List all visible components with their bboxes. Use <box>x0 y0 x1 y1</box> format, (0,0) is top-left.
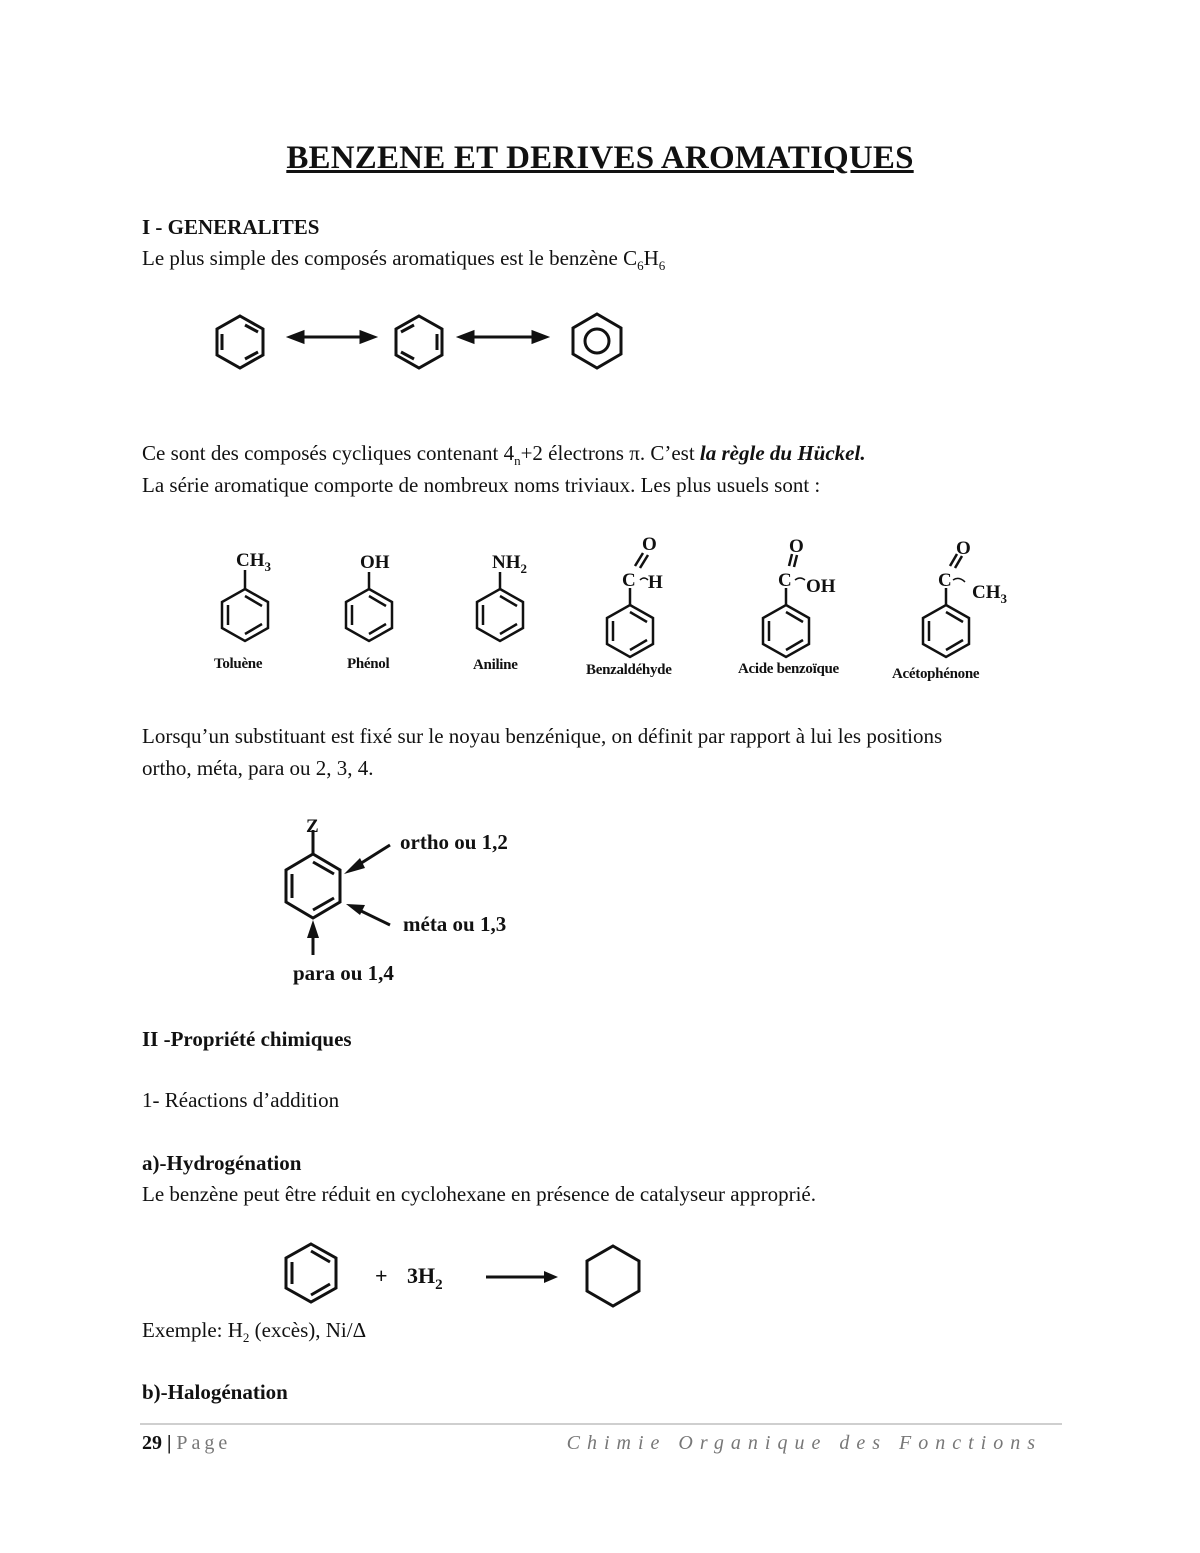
example-paragraph <box>142 1318 366 1346</box>
substitution-positions-diagram <box>0 810 1200 990</box>
plus-sign: + <box>375 1263 388 1288</box>
aromatic-compounds-diagram <box>0 530 1200 690</box>
huckel-subscript: n <box>514 453 521 469</box>
heading-hydrogenation: a)-Hydrogénation <box>142 1151 302 1175</box>
positions-paragraph-line2: ortho, méta, para ou 2, 3, 4. <box>142 756 374 780</box>
kekule-structure-2 <box>396 316 442 368</box>
example-text-start: Exemple: H <box>142 1318 243 1342</box>
meta-label: méta ou 1,3 <box>403 912 507 936</box>
heading-halogenation: b)-Halogénation <box>142 1380 288 1404</box>
cyclohexane-product <box>587 1246 639 1306</box>
substituent-z: Z <box>306 816 319 837</box>
meta-arrow <box>357 909 390 925</box>
footer-divider <box>140 1423 1062 1425</box>
benzoic-acid-label: Acide benzoïque <box>738 661 839 677</box>
benzaldehyde-label: Benzaldéhyde <box>586 662 672 678</box>
footer-separator: | <box>162 1432 177 1454</box>
benzaldehyde-carbon: C <box>622 570 636 591</box>
ortho-label: ortho ou 1,2 <box>400 830 508 854</box>
formula-c-subscript: 6 <box>637 258 644 274</box>
formula-h: H <box>643 246 659 270</box>
subheading-reactions-addition: 1- Réactions d’addition <box>142 1088 340 1112</box>
acetophenone-label: Acétophénone <box>892 666 980 682</box>
intro-paragraph <box>142 246 665 274</box>
page-title: BENZENE ET DERIVES AROMATIQUES <box>286 140 914 176</box>
toluene-label: Toluène <box>214 656 263 672</box>
positions-paragraph-line1: Lorsqu’un substituant est fixé sur le noyau benzénique, on définit par rapport à lui les positions <box>142 724 943 748</box>
hydrogenation-paragraph: Le benzène peut être réduit en cyclohexane en présence de catalyseur approprié. <box>142 1182 816 1206</box>
benzaldehyde-oxygen: O <box>642 534 657 555</box>
intro-text: Le plus simple des composés aromatiques est le benzène C <box>142 246 638 270</box>
aniline-group: $NH_2$ <box>492 552 527 576</box>
aromatic-ring-structure <box>573 314 621 368</box>
huckel-text-middle: +2 électrons π. C’est <box>520 441 700 465</box>
huckel-text-start: Ce sont des composés cycliques contenant 4 <box>142 441 515 465</box>
acetophenone-oxygen: O <box>956 538 971 559</box>
hydrogenation-reaction-diagram <box>0 1236 1200 1316</box>
footer-course-title: Chimie Organique des Fonctions <box>566 1432 1042 1454</box>
aniline-label: Aniline <box>473 657 518 673</box>
page-number: 29 <box>142 1432 162 1454</box>
acetophenone-tail: $CH_3$ <box>972 582 1007 606</box>
example-text-end: (excès), Ni/Δ <box>249 1318 367 1342</box>
huckel-rule: la règle du Hückel. <box>699 441 866 465</box>
acetophenone-carbon: C <box>938 570 952 591</box>
formula-h-subscript: 6 <box>658 258 666 274</box>
benzoic-acid-oxygen: O <box>789 536 804 557</box>
series-paragraph: La série aromatique comporte de nombreux noms triviaux. Les plus usuels sont : <box>142 473 821 497</box>
section-heading-generalites: I - GENERALITES <box>142 215 320 239</box>
phenol-label: Phénol <box>347 656 390 672</box>
kekule-structure-1 <box>217 316 263 368</box>
example-subscript: 2 <box>242 1330 250 1346</box>
page-word: Page <box>176 1432 232 1454</box>
section-heading-proprietes: II -Propriété chimiques <box>142 1027 352 1051</box>
huckel-paragraph <box>142 441 866 469</box>
para-label: para ou 1,4 <box>293 961 394 985</box>
benzene-resonance-diagram <box>0 296 1200 386</box>
toluene-group: $CH_3$ <box>236 550 271 574</box>
benzoic-acid-tail: OH <box>806 576 836 597</box>
benzoic-acid-carbon: C <box>778 570 792 591</box>
benzaldehyde-tail: H <box>648 572 663 593</box>
phenol-group: OH <box>360 552 390 573</box>
hydrogen-reagent: $3H_2$ <box>407 1263 443 1293</box>
footer-page-info <box>142 1432 231 1455</box>
